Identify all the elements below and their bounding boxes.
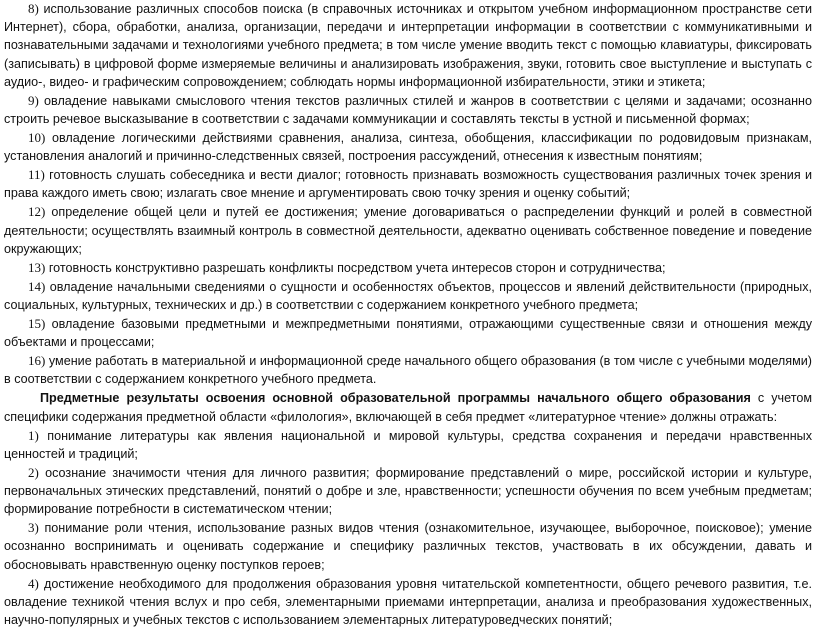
item-text: овладение навыками смыслового чтения текстов различных стилей и жанров в соответствии с целями и задачами; осознанно строить речевое высказывание в соответствии с задачами коммуникации и составлять тексты в устной и письменной формах; xyxy=(4,93,812,127)
list-item xyxy=(4,352,812,388)
item-text: понимание роли чтения, использование разных видов чтения (ознакомительное, изучающее, выборочное, поисковое); умение осознанно воспринимать и оценивать содержание и специфику различных текстов, участвовать в их обсуждении, давать и обосновывать нравственную оценку поступков героев; xyxy=(4,521,812,572)
list-item xyxy=(4,203,812,258)
list-item xyxy=(4,129,812,165)
item-text: овладение базовыми предметными и межпредметными понятиями, отражающими существенные связи и отношения между объектами и процессами; xyxy=(4,317,812,350)
item-number: 15) xyxy=(28,316,46,332)
list-item xyxy=(4,0,812,91)
list-item xyxy=(4,259,812,277)
list-item xyxy=(4,92,812,128)
item-number: 3) xyxy=(28,520,39,536)
item-number: 11) xyxy=(28,167,45,183)
item-text: осознание значимости чтения для личного развития; формирование представлений о мире, российской истории и культуре, первоначальных этических представлений, понятий о добре и зле, нравственности; успешности обучения по всем учебным предметам; формирование потребности в систематическом чтении; xyxy=(4,465,812,517)
list-item xyxy=(4,464,812,519)
heading-rest-text: с учетом специфики содержания предметной области «филология», включающей в себя предмет «литературное чтение» должны отражать: xyxy=(4,391,812,424)
list-item xyxy=(4,519,812,574)
list-item xyxy=(4,315,812,351)
item-number: 16) xyxy=(28,353,46,369)
list-item xyxy=(4,575,812,630)
section-heading xyxy=(4,389,812,425)
item-text: готовность слушать собеседника и вести диалог; готовность признавать возможность существования различных точек зрения и права каждого иметь свою; излагать свое мнение и аргументировать свою точку зрения и оценку событий; xyxy=(4,168,812,201)
item-text: овладение начальными сведениями о сущности и особенностях объектов, процессов и явлений действительности (природных, социальных, культурных, технических и др.) в соответствии с содержанием конкретного учебного предмета; xyxy=(4,279,812,313)
item-number: 8) xyxy=(28,1,39,16)
list-item xyxy=(4,278,812,314)
heading-bold-text: Предметные результаты освоения основной образовательной программы начального общего образования xyxy=(40,391,751,406)
item-text: определение общей цели и путей ее достижения; умение договариваться о распределении функций и ролей в совместной деятельности; осуществлять взаимный контроль в совместной деятельности, адекватно оценивать собственное поведение и поведение окружающих; xyxy=(4,205,812,256)
list-item xyxy=(4,166,812,202)
document-body xyxy=(4,0,812,630)
item-number: 13) xyxy=(28,259,46,275)
item-number: 9) xyxy=(28,92,39,108)
item-text: использование различных способов поиска (в справочных источниках и открытом учебном информационном пространстве сети Интернет), сбора, обработки, анализа, организации, передачи и интерпретации информации в соответствии с коммуникативными и познавательными задачами и технологиями учебного предмета; в том числе умение вводить текст с помощью клавиатуры, фиксировать (записывать) в цифровой форме измеряемые величины и анализировать изображения, звуки, готовить свое выступление и выступать с аудио-, видео- и графическим сопровождением; соблюдать нормы информационной избирательности, этики и этикета; xyxy=(4,2,812,89)
list-item xyxy=(4,427,812,463)
item-number: 12) xyxy=(28,204,46,220)
item-number: 14) xyxy=(28,278,46,294)
item-text: овладение логическими действиями сравнения, анализа, синтеза, обобщения, классификации по родовидовым признакам, установления аналогий и причинно-следственных связей, построения рассуждений, отнесения к известным понятиям; xyxy=(4,131,812,164)
item-number: 4) xyxy=(28,575,39,591)
item-text: готовность конструктивно разрешать конфликты посредством учета интересов сторон и сотрудничества; xyxy=(45,260,666,275)
item-text: умение работать в материальной и информационной среде начального общего образования (в том числе с учебными моделями) в соответствии с содержанием конкретного учебного предмета. xyxy=(4,354,812,387)
item-number: 2) xyxy=(28,464,39,480)
item-number: 10) xyxy=(28,130,46,146)
item-number: 1) xyxy=(28,427,39,443)
item-text: понимание литературы как явления национальной и мировой культуры, средства сохранения и передачи нравственных ценностей и традиций; xyxy=(4,428,812,461)
item-text: достижение необходимого для продолжения образования уровня читательской компетентности, общего речевого развития, т.е. овладение техникой чтения вслух и про себя, элементарными приемами интерпретации, анализа и преобразования художественных, научно-популярных и учебных текстов с использованием элементарных литературоведческих понятий; xyxy=(4,576,812,628)
